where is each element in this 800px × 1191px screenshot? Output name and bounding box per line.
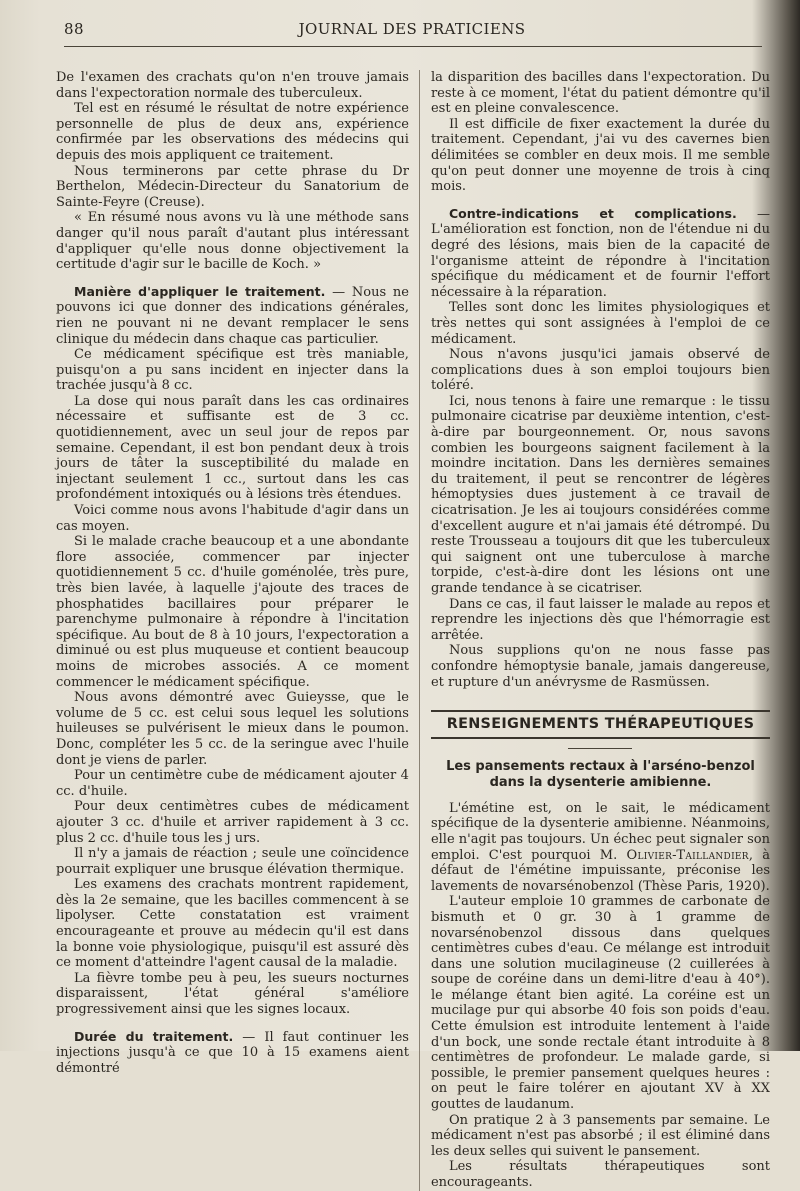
subsection-text: — Nous ne pouvons ici que donner des indications générales, rien ne pouvant ni ne devant remplacer le sens clinique du médecin dans chaque cas particulier. bbox=[56, 284, 409, 347]
paragraph: De l'examen des crachats qu'on n'en trouve jamais dans l'expectoration normale des tuberculeux. bbox=[56, 70, 409, 101]
paragraph: Telles sont donc les limites physiologiques et très nettes qui sont assignées à l'emploi de ce médicament. bbox=[430, 300, 770, 347]
paragraph: Pour deux centimètres cubes de médicament ajouter 3 cc. d'huile et arriver rapidement à 3 cc. plus 2 cc. d'huile tous les j urs. bbox=[56, 799, 409, 846]
two-column-body bbox=[54, 70, 770, 1191]
subsection-paragraph bbox=[431, 206, 770, 301]
journal-title: JOURNAL DES PRATICIENS bbox=[298, 20, 526, 38]
running-head bbox=[54, 16, 770, 46]
header-rule bbox=[64, 46, 762, 47]
subsection-paragraph bbox=[56, 284, 409, 347]
paragraph: Nous supplions qu'on ne nous fasse pas confondre hémoptysie banale, jamais dangereuse, et rupture d'un anévrysme de Rasmüssen. bbox=[430, 643, 770, 690]
page-number: 88 bbox=[64, 20, 84, 38]
paragraph: Ce médicament spécifique est très maniable, puisqu'on a pu sans incident en injecter dans la trachée jusqu'à 8 cc. bbox=[56, 347, 409, 394]
paragraph: Voici comme nous avons l'habitude d'agir dans un cas moyen. bbox=[56, 503, 409, 534]
text-run: L'émétine est, on le sait, le médicament spécifique de la dysenterie amibienne. Néanmoins, elle n'agit pas toujours. Un échec peut signaler son emploi. C'est pourquoi M. bbox=[430, 800, 771, 863]
subsection-title: Contre-indications et complications. bbox=[448, 205, 737, 221]
article-title-line: dans la dysenterie amibienne. bbox=[489, 774, 712, 790]
subsection-title: Durée du traitement. bbox=[74, 1028, 234, 1044]
author-name: Olivier-Taillandier bbox=[626, 847, 749, 863]
subsection-text: — Il faut continuer les injections jusqu'à ce que 10 à 15 examens aient démontré bbox=[56, 1029, 409, 1076]
subsection-paragraph bbox=[56, 1029, 409, 1077]
paragraph: Si le malade crache beaucoup et a une abondante flore associée, commencer par injecter quotidiennement 5 cc. d'huile goménolée, très pure, très bien lavée, à laquelle j'ajoute des traces de phosphatides bacillaires pour préparer le parenchyme pulmonaire à répondre à l'incitation spécifique. Au bout de 8 à 10 jours, l'expectoration a diminué ou est plus muqueuse et contient beaucoup moins de microbes associés. A ce moment commencer le médicament spécifique. bbox=[56, 534, 409, 690]
paragraph: la disparition des bacilles dans l'expectoration. Du reste à ce moment, l'état du patient démontre qu'il est en pleine convalescence. bbox=[430, 70, 770, 117]
paragraph: La dose qui nous paraît dans les cas ordinaires nécessaire et suffisante est de 3 cc. quotidiennement, avec un seul jour de repos par semaine. Cependant, il est bon pendant deux à trois jours de tâter la susceptibilité du malade en injectant seulement 1 cc., surtout dans les cas profondément intoxiqués ou à lésions très étendues. bbox=[56, 393, 409, 503]
paragraph: Nous terminerons par cette phrase du Dr Berthelon, Médecin-Directeur du Sanatorium de Sainte-Feyre (Creuse). bbox=[56, 163, 409, 210]
article-paragraph: L'auteur emploie 10 grammes de carbonate de bismuth et 0 gr. 30 à 1 gramme de novarsénobenzol dissous dans quelques centimètres cubes d'eau. Ce mélange est introduit dans une solution mucilagineuse (2 cuillerées à soupe de coréine dans un demi-litre d'eau à 40°). le mélange étant bien agité. La coréine est un mucilage pur qui absorbe 40 fois son poids d'eau. Cette émulsion est introduite lentement à l'aide d'un bock, une sonde rectale étant introduite à 8 centimètres de profondeur. Le malade garde, si possible, le premier pansement quelques heures : on peut le faire tolérer en ajoutant XV à XX gouttes de laudanum. bbox=[430, 894, 770, 1113]
paragraph: Nous n'avons jusqu'ici jamais observé de complications dues à son emploi toujours bien toléré. bbox=[430, 347, 770, 394]
paragraph: Il n'y a jamais de réaction ; seule une coïncidence pourrait expliquer une brusque élévation thermique. bbox=[56, 846, 409, 877]
quote-paragraph: « En résumé nous avons vu là une méthode sans danger qu'il nous paraît d'autant plus intéressant d'appliquer qu'elle nous donne objectivement la certitude d'agir sur le bacille de Koch. » bbox=[56, 210, 409, 273]
paragraph: Tel est en résumé le résultat de notre expérience personnelle de plus de deux ans, expérience confirmée par les observations des médecins qui depuis des mois appliquent ce traitement. bbox=[56, 101, 409, 163]
paragraph: Ici, nous tenons à faire une remarque : le tissu pulmonaire cicatrise par deuxième intention, c'est-à-dire par bourgeonnement. Or, nous savons combien les bourgeons saignent facilement à la moindre incitation. Dans les dernières semaines du traitement, il peut se rencontrer de légères hémoptysies dues justement à ce travail de cicatrisation. Je les ai toujours considérées comme d'excellent augure et n'ai jamais été détrompé. Du reste Trousseau a toujours dit que les tuberculeux qui saignent ont une tuberculose à marche torpide, c'est-à-dire dont les lésions ont une grande tendance à se cicatriser. bbox=[430, 393, 770, 596]
paragraph: La fièvre tombe peu à peu, les sueurs nocturnes disparaissent, l'état général s'améliore progressivement ainsi que les signes locaux. bbox=[56, 970, 409, 1018]
article-title bbox=[431, 759, 770, 791]
paragraph: Dans ce cas, il faut laisser le malade au repos et reprendre les injections dès que l'hémorragie est arrêtée. bbox=[430, 596, 770, 643]
paragraph: Les examens des crachats montrent rapidement, dès la 2e semaine, que les bacilles commencent à se lipolyser. Cette constatation est vraiment encourageante et prouve au médecin qu'il est dans la bonne voie physiologique, puisqu'il est assuré dès ce moment d'atteindre l'agent causal de la maladie. bbox=[56, 877, 409, 971]
subsection-text: — L'amélioration est fonction, non de l'étendue ni du degré des lésions, mais bien de la capacité de l'organisme atteint de répondre à l'incitation spécifique du médicament et de fournir l'effort nécessaire à la réparation. bbox=[430, 206, 770, 300]
section-heading: RENSEIGNEMENTS THÉRAPEUTIQUES bbox=[431, 710, 770, 739]
section-divider bbox=[568, 748, 632, 749]
paragraph: Nous avons démontré avec Guieysse, que le volume de 5 cc. est celui sous lequel les solutions huileuses se pulvérisent le mieux dans le poumon. Donc, compléter les 5 cc. de la seringue avec l'huile dont je viens de parler. bbox=[56, 690, 409, 768]
paragraph: Il est difficile de fixer exactement la durée du traitement. Cependant, j'ai vu des cavernes bien délimitées se combler en deux mois. Il me semble qu'on peut donner une moyenne de trois à cinq mois. bbox=[430, 116, 770, 195]
article-title-line: Les pansements rectaux à l'arséno-benzol bbox=[446, 758, 755, 774]
subsection-title: Manière d'appliquer le traitement. bbox=[74, 283, 326, 299]
paragraph: Pour un centimètre cube de médicament ajouter 4 cc. d'huile. bbox=[56, 768, 409, 799]
text-run: , à défaut de l'émétine impuissante, préconise les lavements de novarsénobenzol (Thèse Paris, 1920). bbox=[430, 847, 770, 894]
left-column bbox=[56, 70, 419, 1191]
article-paragraph: On pratique 2 à 3 pansements par semaine. Le médicament n'est pas absorbé ; il est éliminé dans les deux selles qui suivent le pansement. bbox=[430, 1112, 770, 1159]
article-paragraph bbox=[431, 801, 770, 895]
right-column bbox=[419, 70, 770, 1191]
article-paragraph: Les résultats thérapeutiques sont encourageants. bbox=[430, 1159, 770, 1190]
